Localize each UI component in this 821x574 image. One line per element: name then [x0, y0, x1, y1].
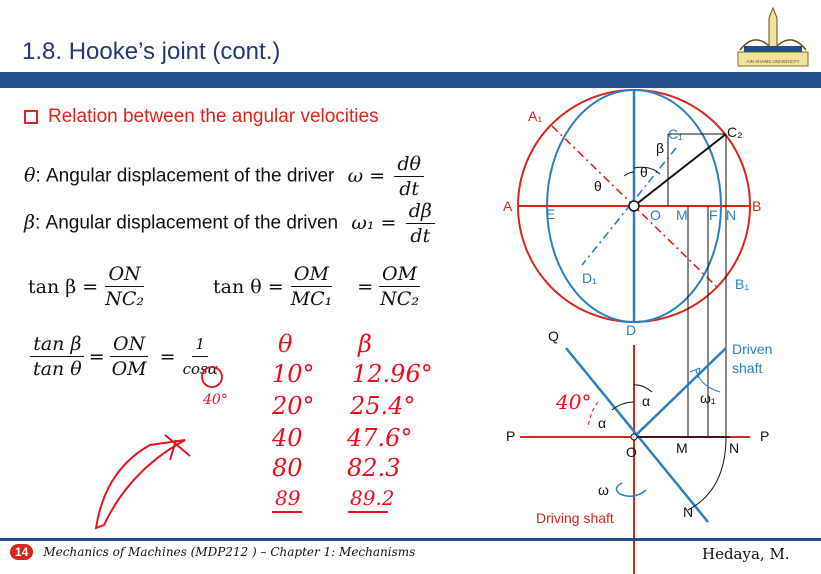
label-beta: β — [656, 140, 665, 156]
label-M-bottom: M — [676, 440, 688, 456]
definition-driver: θ: Angular displacement of the driver ω = $\frac{d\theta}{dt}$ — [24, 152, 428, 201]
hand-beta-row: 47.6° — [347, 424, 413, 452]
label-Q: Q — [548, 328, 559, 344]
hand-beta-row: 89.2 — [350, 486, 395, 510]
label-F: F — [709, 207, 718, 223]
footer — [10, 544, 415, 560]
hand-theta-header: θ — [278, 330, 293, 358]
page-number: 14 — [10, 544, 33, 560]
label-O-bottom: O — [626, 444, 637, 460]
equation-tan-theta: tan θ = $\frac{OM}{\text{MC₁}}$ = $\frac{OM}{\text{NC₂}}$ — [213, 263, 419, 310]
label-alpha-1: α — [642, 393, 651, 409]
label-driven-shaft: Driven shaft — [732, 341, 773, 376]
label-N-bottom: N — [729, 440, 740, 456]
hand-theta-row: 20° — [272, 392, 315, 420]
definition-driven: β: Angular displacement of the driven ω₁ = $\frac{d\beta}{dt}$ — [24, 199, 439, 248]
hand-theta-row: 10° — [272, 360, 315, 388]
equation-ratio: $\frac{\text{tan β}}{\text{tan θ}}$ = $\frac{ON}{OM}$ = $\frac{1}{\cos\alpha}$ — [26, 332, 225, 381]
label-driving-shaft: Driving shaft — [536, 510, 614, 526]
hand-theta-row: 80 — [272, 454, 303, 482]
hand-theta-row: 89 — [275, 486, 301, 510]
label-omega1: ω₁ — [700, 390, 716, 406]
equation-tan-beta: tan β = $\frac{ON}{\text{NC₂}}$ — [28, 263, 144, 310]
label-E: E — [546, 206, 556, 222]
label-O: O — [650, 207, 661, 223]
label-A1: A₁ — [528, 108, 543, 124]
hand-beta-row: 82.3 — [347, 454, 401, 482]
hand-beta-header: β — [358, 330, 372, 358]
hand-beta-row: 12.96° — [352, 360, 433, 388]
label-C1: C₁ — [668, 126, 683, 142]
label-D1: D₁ — [582, 270, 597, 286]
logo-caption: AIN SHAMS UNIVERSITY — [746, 59, 800, 64]
footer-text: Mechanics of Machines (MDP212 ) – Chapter 1: Mechanisms — [43, 545, 416, 559]
label-M: M — [676, 207, 688, 223]
hand-beta-row: 25.4° — [350, 392, 416, 420]
label-D: D — [626, 322, 637, 338]
label-alpha-2: α — [598, 415, 607, 431]
label-N: N — [726, 207, 737, 223]
label-C2: C₂ — [727, 124, 743, 140]
footer-bar — [0, 538, 821, 541]
label-B: B — [752, 198, 762, 214]
label-A: A — [503, 198, 513, 214]
hand-alpha-value: 40° — [203, 392, 228, 408]
label-B1: B₁ — [735, 276, 750, 292]
label-theta-1: θ — [640, 164, 648, 180]
section-heading-text: Relation between the angular velocities — [48, 106, 379, 127]
hand-theta-row: 40 — [272, 424, 303, 452]
label-P-right: P — [760, 428, 770, 444]
author: Hedaya, M. — [702, 545, 790, 563]
label-theta-2: θ — [594, 178, 602, 194]
page-title: 1.8. Hooke’s joint (cont.) — [22, 38, 281, 65]
label-P-left: P — [506, 428, 516, 444]
label-omega: ω — [598, 482, 609, 498]
hand-diagram-alpha: 40° — [556, 390, 592, 414]
label-N-lower: N — [683, 504, 694, 520]
